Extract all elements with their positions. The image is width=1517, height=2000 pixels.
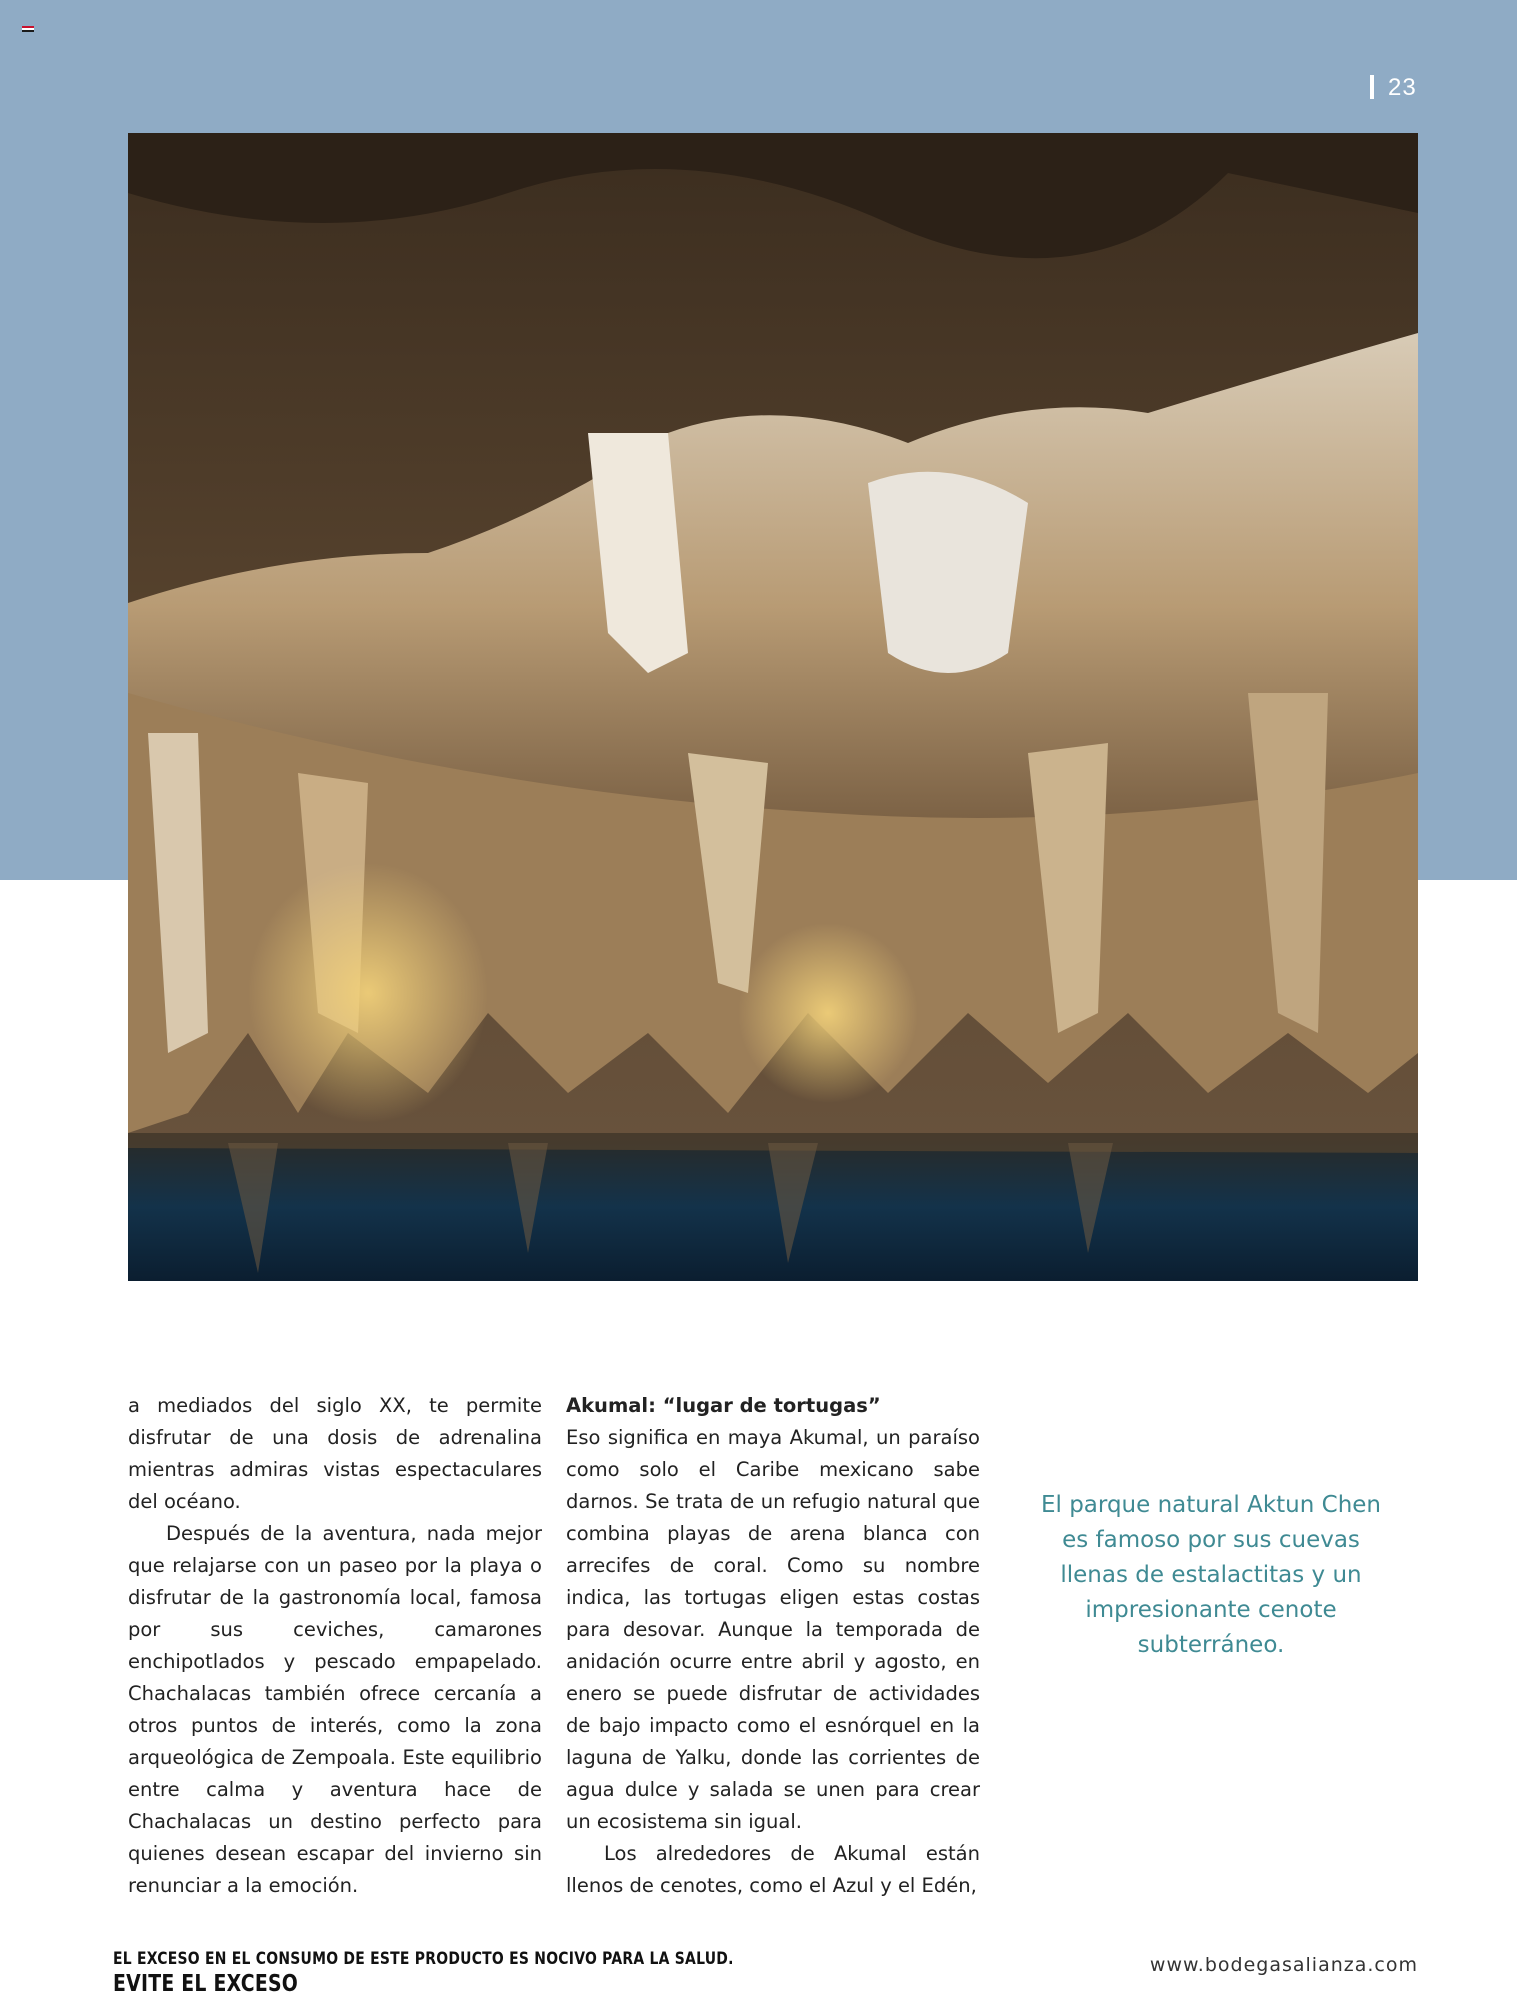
- pull-quote: El parque natural Aktun Chen es famoso por sus cuevas llenas de estalactitas y un impresionante cenote subterráneo.: [1040, 1492, 1382, 1658]
- page-number: [1370, 74, 1417, 102]
- flag-icon: [22, 26, 34, 32]
- page-number-bar: [1370, 75, 1374, 99]
- health-warning-line-1: EL EXCESO EN EL CONSUMO DE ESTE PRODUCTO ES NOCIVO PARA LA SALUD.: [113, 1949, 734, 1969]
- section-heading-akumal: Akumal: “lugar de tortugas”: [566, 1394, 881, 1417]
- col2-paragraph-1: Eso significa en maya Akumal, un paraíso como solo el Caribe mexicano sabe darnos. Se trata de un refugio natural que combina playas de arena blanca con arrecifes de coral. Como su nombre indica, las tortugas eligen estas costas para desovar. Aunque la temporada de anidación ocurre entre abril y agosto, en enero se puede disfrutar de actividades de bajo impacto como el esnórquel en la laguna de Yalku, donde las corrientes de agua dulce y salada se unen para crear un ecosistema sin igual.: [566, 1426, 980, 1833]
- website-link[interactable]: www.bodegasalianza.com: [1149, 1954, 1418, 1976]
- cave-photo-illustration: [128, 133, 1418, 1281]
- col1-paragraph-2: Después de la aventura, nada mejor que relajarse con un paseo por la playa o disfrutar de la gastronomía local, famosa por sus ceviches, camarones enchipotlados y pescado empapelado. Chachalacas también ofrece cercanía a otros puntos de interés, como la zona arqueológica de Zempoala. Este equilibrio entre calma y aventura hace de Chachalacas un destino perfecto para quienes desean escapar del invierno sin renunciar a la emoción.: [128, 1522, 542, 1897]
- col2-paragraph-2: Los alrededores de Akumal están llenos de cenotes, como el Azul y el Edén,: [566, 1842, 980, 1897]
- col1-paragraph-1: a mediados del siglo XX, te permite disfrutar de una dosis de adrenalina mientras admiras vistas espectaculares del océano.: [128, 1394, 542, 1513]
- article-column-1: [128, 1390, 542, 1902]
- page-number-text: 23: [1388, 74, 1417, 101]
- health-warning: [113, 1948, 734, 1997]
- cave-stalactites-photo: [128, 133, 1418, 1281]
- article-column-2: [566, 1390, 980, 1902]
- health-warning-line-2: EVITE EL EXCESO: [113, 1971, 299, 1997]
